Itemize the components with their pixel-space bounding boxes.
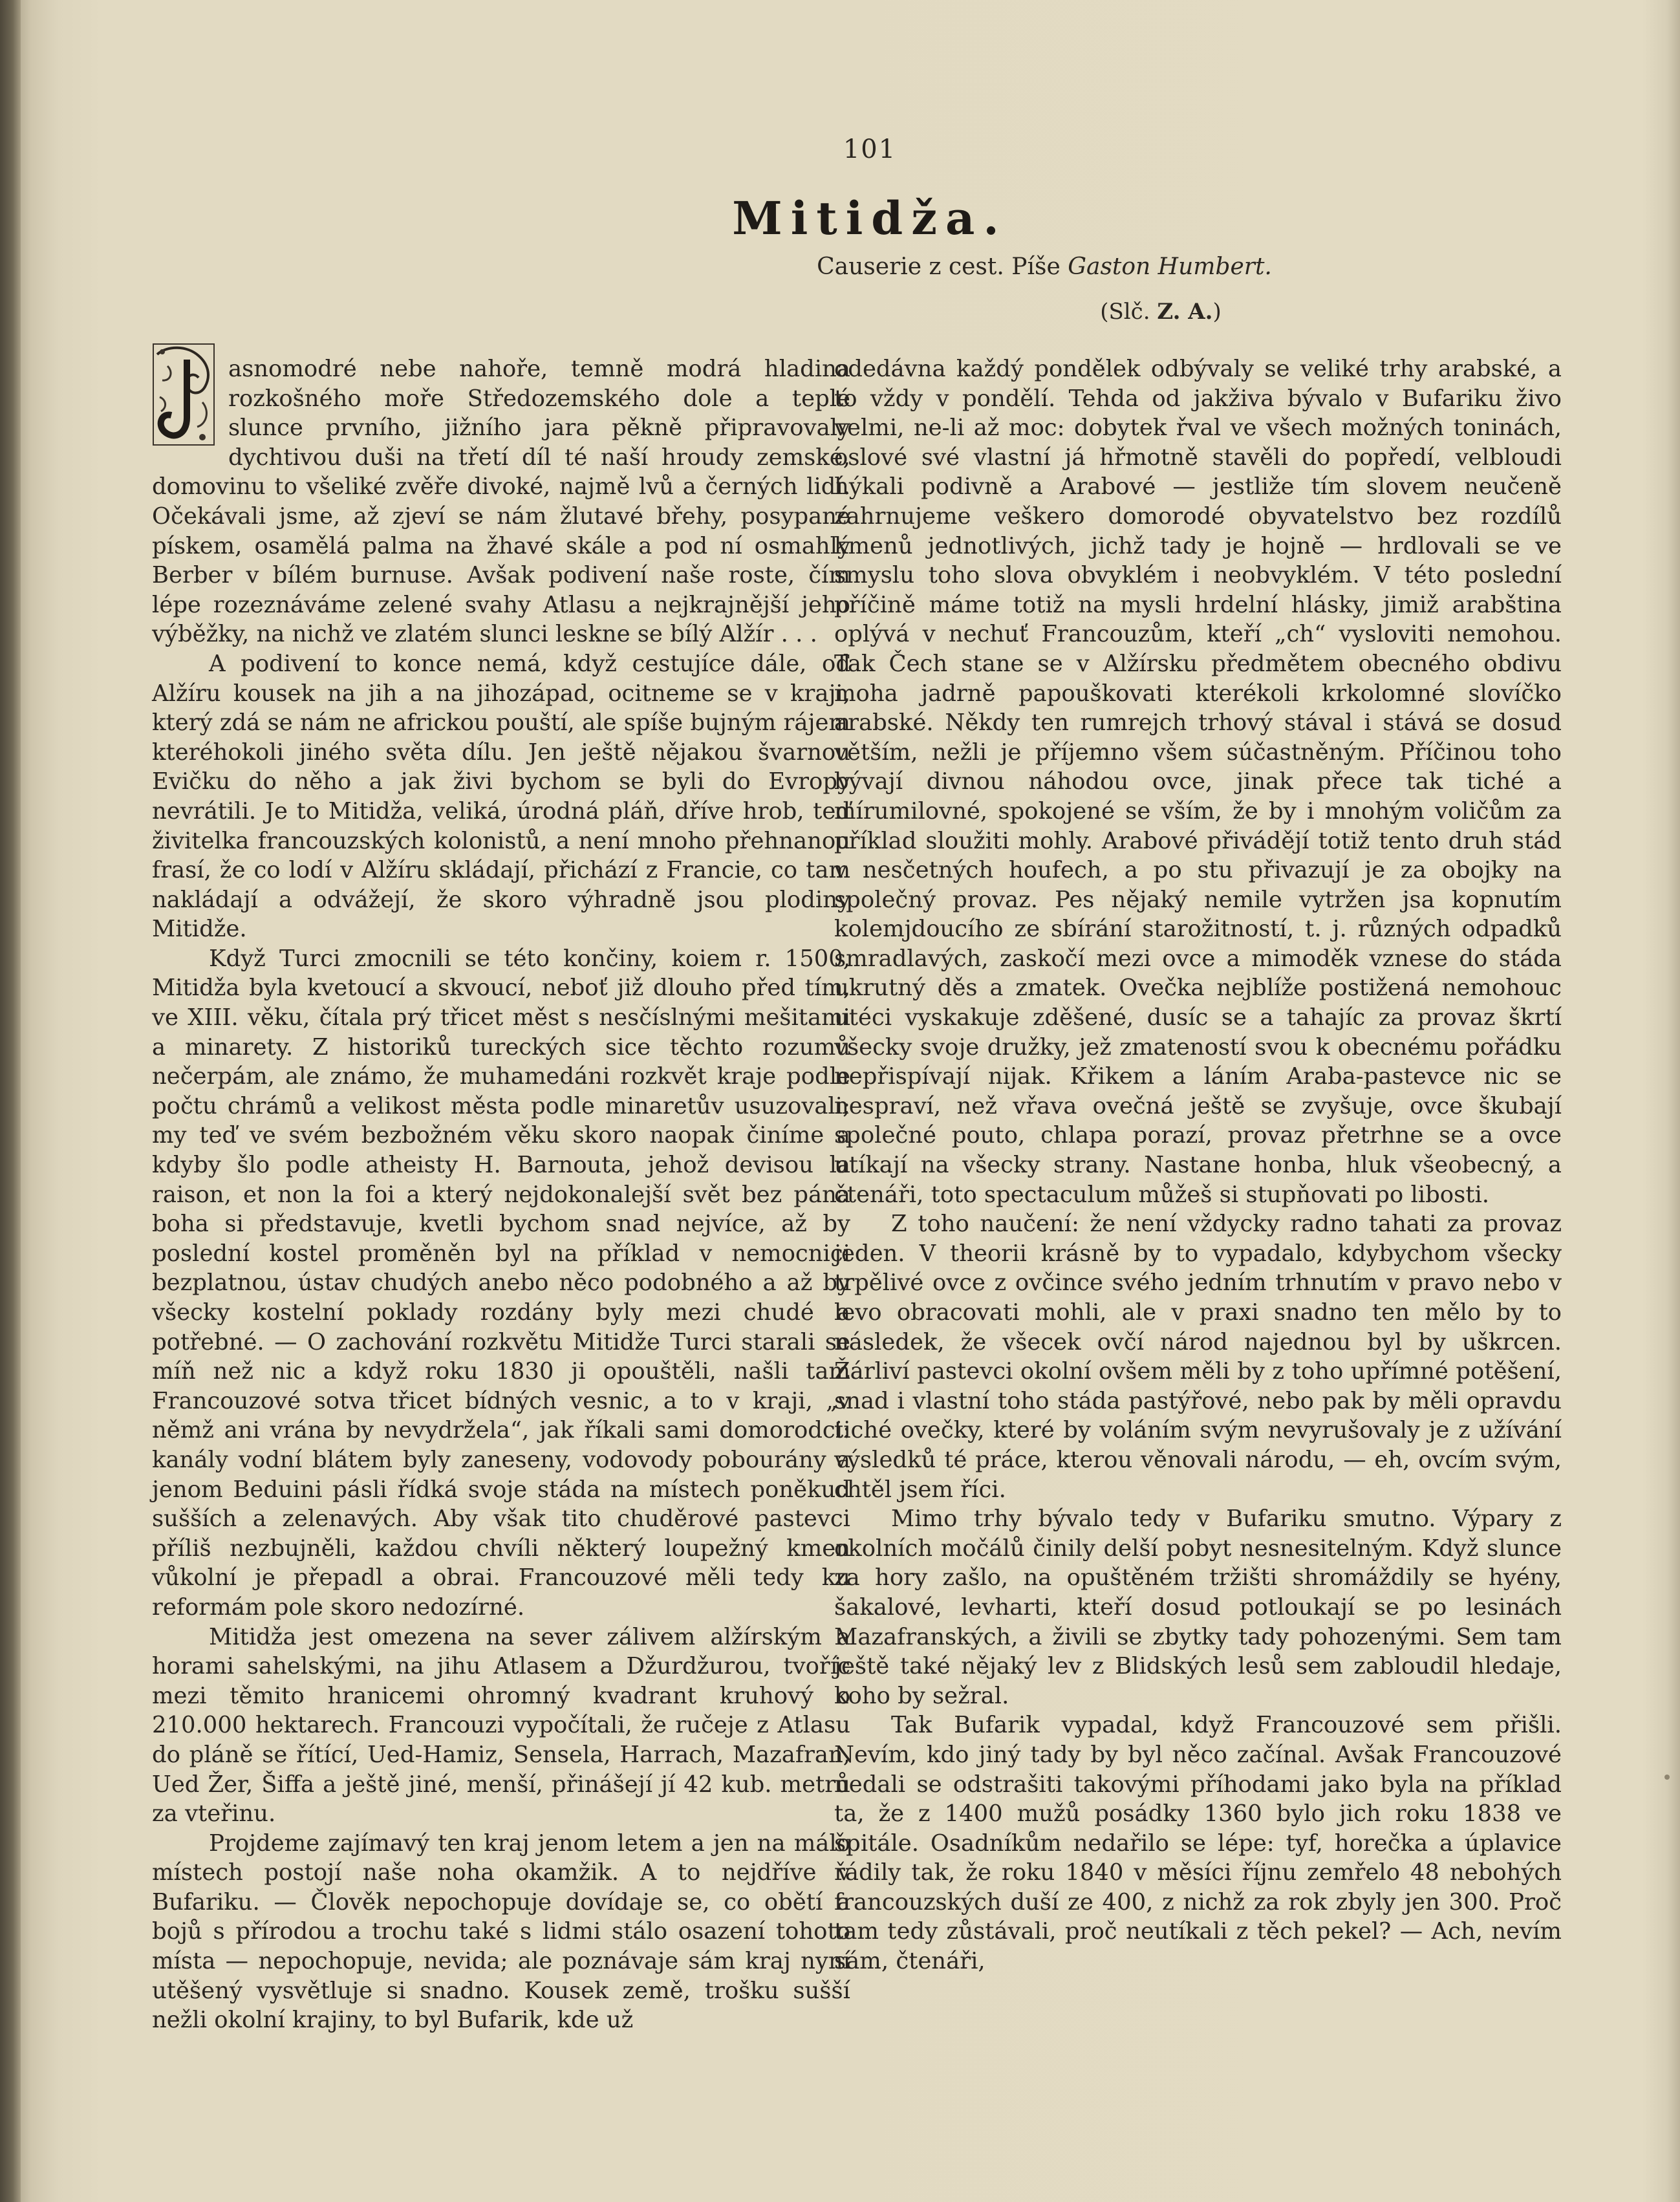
paragraph: A podivení to konce nemá, když cestujíce dále, od Alžíru kousek na jih a na jihozápad, ocitneme se v kraji, který zdá se nám ne africkou pouští, ale spíše bujným rájem kteréhokoli jiného světa dílu. Jen ještě nějakou švarnou Evičku do něho a jak živi bychom se byli do Evropy nevrátili. Je to Mitidža, veliká, úrodná pláň, dříve hrob, teď živitelka francouzských kolonistů, a není mnoho přehnanou frasí, že co lodí v Alžíru skládají, přichází z Francie, co tam nakládají a odvážejí, že skoro výhradně jsou plodiny Mitidže.	[152, 650, 850, 943]
article-title: Mitidža.	[732, 191, 1007, 245]
author-name: Gaston Humbert.	[1068, 254, 1272, 280]
left-column	[152, 354, 850, 2035]
paragraph: Mitidža jest omezena na sever zálivem alžírským a horami sahelskými, na jihu Atlasem a Džurdžurou, tvoříc mezi těmito hranicemi ohromný kvadrant kruhový o 210.000 hektarech. Francouzi vypočítali, že ručeje z Atlasu do pláně se řítící, Ued-Hamiz, Sensela, Harrach, Mazafran, Ued Žer, Šiffa a ještě jiné, menší, přinášejí jí 42 kub. metrů za vteřinu.	[152, 1623, 850, 1828]
right-column	[834, 354, 1562, 1976]
paragraph: asnomodré nebe nahoře, temně modrá hladina rozkošného moře Středozemského dole a teplé slunce prvního, jižního jara pěkně připravovaly dychtivou duši na třetí díl té naší hroudy zemské, domovinu to všeliké zvěře divoké, najmě lvů a černých lidí. Očekávali jsme, až zjeví se nám žlutavé břehy, posypané pískem, osamělá palma na žhavé skále a pod ní osmahlý Berber v bílém burnuse. Avšak podivení naše roste, čím lépe rozeznáváme zelené svahy Atlasu a nejkrajnější jeho výběžky, na nichž ve zlatém slunci lesknе se bílý Alžír . . .	[152, 356, 850, 648]
paper-speck	[1664, 1775, 1670, 1780]
paragraph: odedávna každý pondělek odbývaly se veliké trhy arabské, a to vždy v pondělí. Tehda od jakživa bývalo v Bufariku živo velmi, ne-li až moc: dobytek řval ve všech možných toninách, oslové své vlastní já hřmotně stavěli do popředí, velbloudi hýkali podivně a Arabové — jestliže tím slovem neučeně zahrnujeme veškero domorodé obyvatelstvo bez rozdílů kmenů jednotlivých, jichž tady je hojně — hrdlovali se ve smyslu toho slova obvyklém i neobvyklém. V této poslední příčině máme totiž na mysli hrdelní hlásky, jimiž arabština oplývá v nechuť Francouzům, kteří „ch“ vysloviti nemohou. Tak Čech stane se v Alžírsku předmětem obecného obdivu moha jadrně papouškovati kterékoli krkolomné slovíčko arabské. Někdy ten rumrejch trhový stával i stává se dosud větším, nežli je příjemno všem súčastněným. Příčinou toho bývají divnou náhodou ovce, jinak přece tak tiché a mírumilovné, spokojené se vším, že by i mnohým voličům za příklad sloužiti mohly. Arabové přivádějí totiž tento druh stád v nesčetných houfech, a po stu přivazují je za obojky na společný provaz. Pes nějaký nemile vytržen jsa kopnutím kolemjdoucího ze sbírání starožitností, t. j. různých odpadků smradlavých, zaskočí mezi ovce a mimoděk vznese do stáda ukrutný děs a zmatek. Ovečka nejblíže postižená nemohouc utéci vyskakuje zděšené, dusíc se a tahajíc za provaz škrtí všecky svoje družky, jež zmateností svou k obecnému pořádku nepřispívají nijak. Křikem a láním Araba-pastevce nic se nespraví, než vřava ovečná ještě se zvyšuje, ovce škubají společné pouto, chlapa porazí, provaz přetrhne se a ovce utíkají na všecky strany. Nastane honba, hluk všeobecný, a čtenáři, toto spectaculum můžeš si stupňovati po libosti.	[834, 356, 1562, 1208]
ornamental-initial-icon	[148, 340, 219, 449]
translator-initials: Z. A.	[1157, 299, 1213, 325]
translator-prefix: (Slč.	[1100, 299, 1158, 325]
paragraph: Mimo trhy bývalo tedy v Bufariku smutno. Výpary z okolních močálů činily delší pobyt nesnesitelným. Když slunce za hory zašlo, na opuštěném tržišti shromáždily se hyény, šakalové, levharti, kteří dosud potloukají se po lesinách Mazafranských, a živili se zbytky tady pohozenými. Sem tam ještě také nějaký lev z Blidských lesů sem zabloudil hledaje, koho by sežral.	[834, 1506, 1562, 1709]
paragraph: Tak Bufarik vypadal, když Francouzové sem přišli. Nevím, kdo jiný tady by byl něco začínal. Avšak Francouzové nedali se odstrašiti takovými příhodami jako byla na příklad ta, že z 1400 mužů posádky 1360 bylo jich roku 1838 ve špitále. Osadníkům nedařilo se lépe: tyf, horečka a úplavice řádily tak, že roku 1840 v měsíci říjnu zemřelo 48 nebohých francouzských duší ze 400, z nichž za rok zbyly jen 300. Proč tam tedy zůstávali, proč neutíkali z těch pekel? — Ach, nevím sám, čtenáři,	[834, 1712, 1562, 1975]
subtitle-prefix: Causerie z cest. Píše	[817, 254, 1068, 280]
paragraph: Projdeme zajímavý ten kraj jenom letem a jen na málo místech postojí naše noha okamžik. A to nejdříve v Bufariku. — Člověk nepochopuje dovídaje se, co obětí a bojů s přírodou a trochu také s lidmi stálo osazení tohoto místa — nepochopuje, nevida; ale poznávaje sám kraj nyní utěšený vysvětluje si snadno. Kousek země, trošku sušší nežli okolní krajiny, to byl Bufarik, kde už	[152, 1830, 850, 2034]
paragraph: Z toho naučení: že není vždycky radno tahati za provaz jeden. V theorii krásně by to vypadalo, kdybychom všecky trpělivé ovce z ovčince svého jedním trhnutím v pravo nebo v levo obracovati mohli, ale v praxi snadno ten mělo by to následek, že všecek ovčí národ najednou byl by uškrcen. Žárliví pastevci okolní ovšem měli by z toho upřímné potěšení, snad i vlastní toho stáda pastýřové, nebo pak by měli opravdu tiché ovečky, které by voláním svým nevyrušovaly je z užívání výsledků té práce, kterou věnovali národu, — eh, ovcím svým, chtěl jsem říci.	[834, 1211, 1562, 1503]
paragraph: Když Turci zmocnili se této končiny, koiem r. 1500, Mitidža byla kvetoucí a skvoucí, neboť již dlouho před tím, ve XIII. věku, čítala prý třicet měst s nesčíslnými mešitami a minarety. Z historiků tureckých sice těchto rozumů nečerpám, ale známo, že muhamedáni rozkvět kraje podle počtu chrámů a velikost města podle minaretův usuzovali; my teď ve svém bezbožném věku skoro naopak činíme a kdyby šlo podle atheisty H. Barnouta, jehož devisou la raison, et non la foi a který nejdokonalejší svět bez pána boha si představuje, kvetli bychom snad nejvíce, až by poslední kostel proměněn byl na příklad v nemocnici bezplatnou, ústav chudých anebo něco podobného a až by všecky kostelní poklady rozdány byly mezi chudé a potřebné. — O zachování rozkvětu Mitidže Turci starali se míň než nic a když roku 1830 ji opouštěli, našli tam Francouzové sotva třicet bídných vesnic, a to v kraji, „v němž ani vrána by nevydržela“, jak říkali sami domorodci: kanály vodní blátem byly zaneseny, vodovody pobourány a jenom Beduini pásli řídká svoje stáda na místech poněkud sušších a zelenavých. Aby však tito chuděrové pastevci příliš nezbujněli, každou chvíli některý loupežný kmen vůkolní je přepadl a obrai. Francouzové měli tedy ku reformám pole skoro nedozírné.	[152, 945, 850, 1621]
page-number: 101	[843, 135, 897, 164]
translator-suffix: )	[1212, 299, 1222, 325]
journal-page	[97, 0, 1642, 2202]
article-subtitle	[601, 254, 1487, 280]
page-binding-edge	[0, 0, 21, 2202]
translator-credit	[718, 299, 1604, 325]
